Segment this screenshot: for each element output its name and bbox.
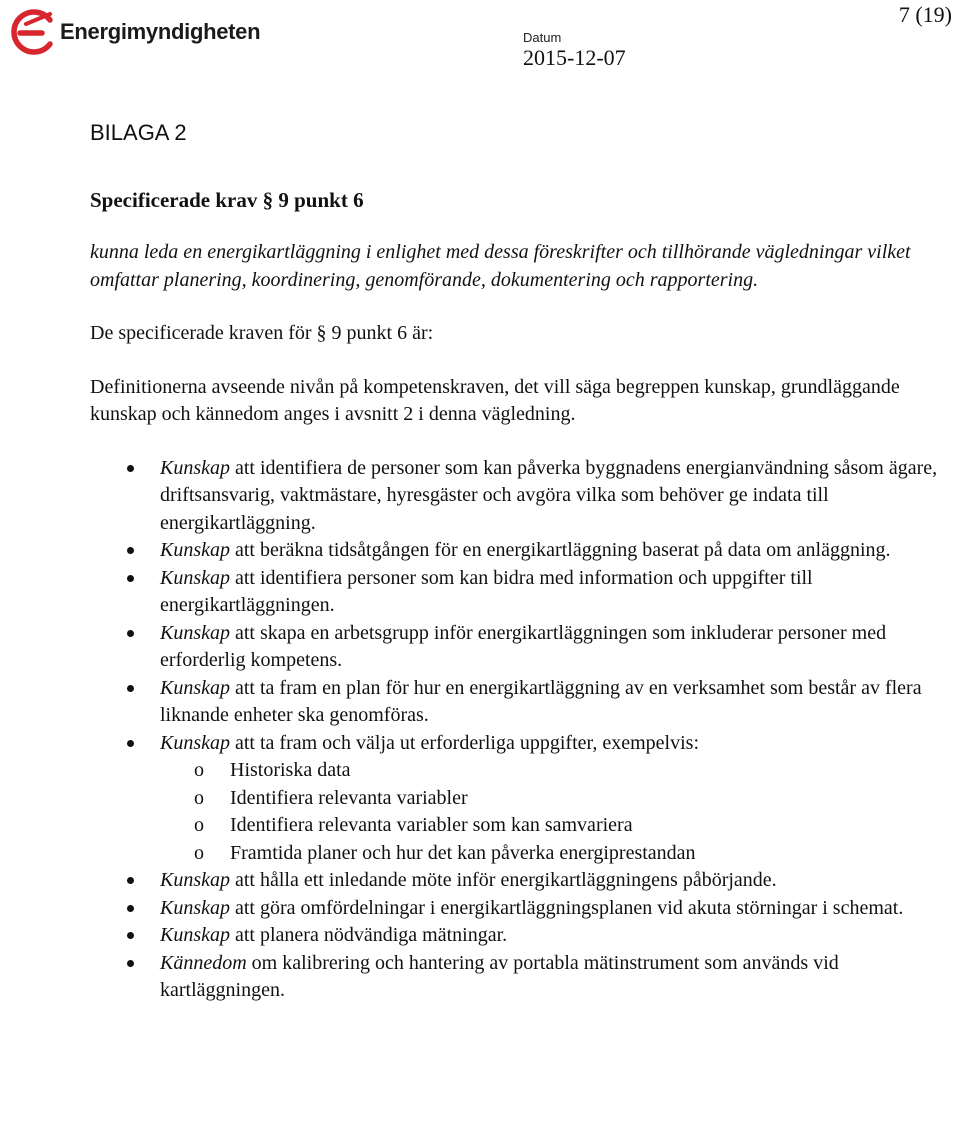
- sub-list-item: o Historiska data: [230, 757, 940, 785]
- list-item: [160, 895, 940, 923]
- list-item-keyword: Kunskap: [160, 539, 230, 561]
- date-label: Datum: [523, 30, 562, 45]
- requirements-list: [90, 455, 940, 1005]
- list-item: [160, 950, 940, 1005]
- sub-list-item: o Framtida planer och hur det kan påverka energiprestandan: [230, 840, 940, 868]
- energimyndigheten-logo-icon: [6, 6, 58, 58]
- list-item-keyword: Kunskap: [160, 924, 230, 946]
- list-item-keyword: Kunskap: [160, 676, 230, 699]
- sub-list: [160, 757, 940, 867]
- list-item-keyword: Kännedom: [160, 951, 247, 974]
- appendix-label: BILAGA 2: [90, 120, 187, 145]
- list-item-text: att ta fram och välja ut erforderliga uppgifter, exempelvis:: [230, 731, 700, 754]
- document-body: [90, 118, 940, 1005]
- lead-paragraph: De specificerade kraven för § 9 punkt 6 är:: [90, 322, 434, 344]
- list-item-keyword: Kunskap: [160, 731, 230, 754]
- sub-list-item: o Identifiera relevanta variabler som kan samvariera: [230, 812, 940, 840]
- list-item-text: att skapa en arbetsgrupp inför energikartläggningen som inkluderar personer med erforderlig kompetens.: [160, 621, 887, 671]
- list-item-text: att identifiera de personer som kan påverka byggnadens energianvändning såsom ägare, driftsansvarig, vaktmästare, hyresgäster och avgöra vilka som behöver ge indata till energikartläggning.: [160, 456, 938, 534]
- list-item: [160, 922, 940, 950]
- list-item: [160, 565, 940, 620]
- list-item-text: att ta fram en plan för hur en energikartläggning av en verksamhet som består av flera liknande enheter ska genomföras.: [160, 676, 922, 726]
- list-item: [160, 537, 940, 565]
- list-item-text: att göra omfördelningar i energikartläggningsplanen vid akuta störningar i schemat.: [230, 896, 904, 919]
- list-item-keyword: Kunskap: [160, 566, 230, 589]
- list-item: [160, 675, 940, 730]
- definitions-paragraph: Definitionerna avseende nivån på kompetenskraven, det vill säga begreppen kunskap, grundläggande kunskap och kännedom anges i avsnitt 2 i denna vägledning.: [90, 375, 900, 425]
- date-value: 2015-12-07: [523, 45, 626, 70]
- section-heading: Specificerade krav § 9 punkt 6: [90, 188, 364, 212]
- list-item-keyword: Kunskap: [160, 896, 230, 919]
- date-block: [523, 30, 626, 71]
- list-item: [160, 455, 940, 538]
- logo: [6, 4, 260, 60]
- list-item: [160, 867, 940, 895]
- list-item-text: att beräkna tidsåtgången för en energikartläggning baserat på data om anläggning.: [230, 539, 891, 561]
- logo-text: Energimyndigheten: [60, 19, 261, 44]
- list-item-keyword: Kunskap: [160, 869, 230, 891]
- list-item-text: att planera nödvändiga mätningar.: [230, 924, 508, 946]
- list-item: [160, 620, 940, 675]
- page-header: [0, 0, 960, 80]
- list-item-text: att hålla ett inledande möte inför energikartläggningens påbörjande.: [230, 869, 777, 891]
- list-item-keyword: Kunskap: [160, 621, 230, 644]
- list-item-keyword: Kunskap: [160, 456, 230, 479]
- page-number: 7 (19): [898, 2, 952, 27]
- list-item: [160, 730, 940, 868]
- sub-list-item: o Identifiera relevanta variabler: [230, 785, 940, 813]
- list-item-text: att identifiera personer som kan bidra med information och uppgifter till energikartläggningen.: [160, 566, 813, 616]
- intro-paragraph: kunna leda en energikartläggning i enlighet med dessa föreskrifter och tillhörande vägledningar vilket omfattar planering, koordinering, genomförande, dokumentering och rapportering.: [90, 241, 911, 291]
- list-item-text: om kalibrering och hantering av portabla mätinstrument som används vid kartläggningen.: [160, 951, 839, 1001]
